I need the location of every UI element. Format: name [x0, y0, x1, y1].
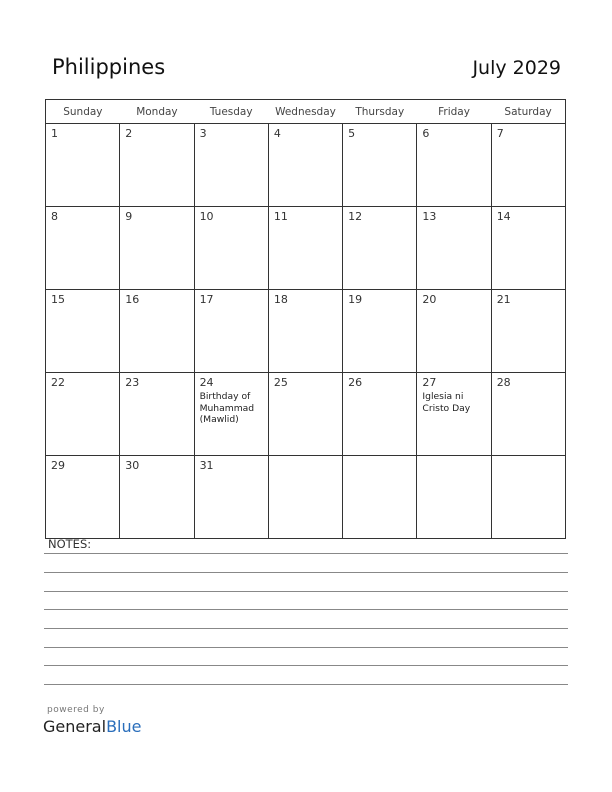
calendar-day-cell[interactable]: [491, 456, 565, 539]
notes-label: NOTES:: [48, 537, 92, 551]
logo-text-general: General: [43, 717, 107, 736]
calendar-week-row: [46, 290, 566, 373]
day-number: 10: [199, 210, 214, 223]
day-number: 25: [273, 376, 288, 389]
calendar-day-cell[interactable]: [194, 207, 268, 290]
calendar-day-cell[interactable]: [268, 290, 342, 373]
generalblue-logo[interactable]: [43, 717, 141, 736]
logo-text-blue: Blue: [106, 717, 142, 736]
calendar-day-cell[interactable]: [268, 207, 342, 290]
weekday-thursday: Thursday: [343, 100, 417, 124]
day-number: 27: [422, 376, 437, 389]
calendar-day-cell[interactable]: [46, 456, 120, 539]
calendar-grid: [45, 99, 566, 539]
day-number: 29: [51, 459, 65, 472]
calendar-day-cell[interactable]: [343, 207, 417, 290]
calendar-week-row: [46, 124, 566, 207]
calendar-day-cell[interactable]: [46, 290, 120, 373]
calendar-day-cell[interactable]: [491, 207, 565, 290]
notes-line: [44, 684, 568, 685]
day-number: 22: [51, 376, 65, 389]
calendar-day-cell[interactable]: [120, 456, 194, 539]
day-number: 16: [125, 293, 140, 306]
calendar-day-cell[interactable]: [343, 373, 417, 456]
calendar-day-cell[interactable]: [417, 124, 491, 207]
day-number: 14: [496, 210, 511, 223]
day-number: 31: [199, 459, 214, 472]
weekday-tuesday: Tuesday: [194, 100, 268, 124]
calendar-day-cell[interactable]: [417, 207, 491, 290]
calendar-day-cell[interactable]: [491, 124, 565, 207]
calendar-day-cell[interactable]: [194, 290, 268, 373]
notes-line: [44, 591, 568, 592]
day-number: 3: [199, 127, 207, 140]
day-number: 7: [496, 127, 504, 140]
calendar-day-cell[interactable]: [417, 456, 491, 539]
calendar-day-cell[interactable]: [120, 290, 194, 373]
holiday-label: Iglesia ni Cristo Day: [422, 391, 471, 414]
calendar-day-cell[interactable]: [194, 373, 268, 456]
day-number: 30: [125, 459, 140, 472]
weekday-friday: Friday: [417, 100, 491, 124]
day-number: 11: [273, 210, 288, 223]
day-number: 4: [273, 127, 281, 140]
day-number: 6: [422, 127, 430, 140]
calendar-day-cell[interactable]: [343, 456, 417, 539]
calendar-day-cell[interactable]: [343, 124, 417, 207]
calendar-day-cell[interactable]: [120, 373, 194, 456]
weekday-saturday: Saturday: [491, 100, 565, 124]
day-number: 15: [51, 293, 65, 306]
day-number: 2: [125, 127, 133, 140]
weekday-header-row: [46, 100, 566, 124]
day-number: 8: [51, 210, 58, 223]
weekday-wednesday: Wednesday: [268, 100, 342, 124]
day-number: 28: [496, 376, 511, 389]
day-number: 24: [199, 376, 214, 389]
day-number: 21: [496, 293, 511, 306]
calendar-week-row: [46, 373, 566, 456]
notes-line: [44, 609, 568, 610]
calendar-day-cell[interactable]: [194, 456, 268, 539]
notes-line: [44, 628, 568, 629]
powered-by-label: powered by: [47, 705, 105, 715]
calendar-day-cell[interactable]: [491, 373, 565, 456]
day-number: 12: [348, 210, 363, 223]
calendar-week-row: [46, 456, 566, 539]
calendar-day-cell[interactable]: [46, 373, 120, 456]
notes-line: [44, 647, 568, 648]
notes-line: [44, 572, 568, 573]
day-number: 18: [273, 293, 288, 306]
calendar-country-title: Philippines: [52, 55, 166, 79]
notes-line: [44, 665, 568, 666]
calendar-week-row: [46, 207, 566, 290]
day-number: 17: [199, 293, 214, 306]
day-number: 1: [51, 127, 58, 140]
calendar-day-cell[interactable]: [268, 456, 342, 539]
day-number: 26: [348, 376, 363, 389]
holiday-label: Birthday of Muhammad (Mawlid): [199, 391, 255, 425]
calendar-day-cell[interactable]: [120, 207, 194, 290]
calendar-day-cell[interactable]: [46, 207, 120, 290]
calendar-day-cell[interactable]: [46, 124, 120, 207]
day-number: 13: [422, 210, 437, 223]
calendar-day-cell[interactable]: [120, 124, 194, 207]
calendar-day-cell[interactable]: [343, 290, 417, 373]
calendar-day-cell[interactable]: [268, 373, 342, 456]
day-number: 19: [348, 293, 363, 306]
calendar-day-cell[interactable]: [268, 124, 342, 207]
calendar-day-cell[interactable]: [491, 290, 565, 373]
weekday-sunday: Sunday: [46, 100, 120, 124]
day-number: 20: [422, 293, 437, 306]
calendar-day-cell[interactable]: [417, 373, 491, 456]
calendar-day-cell[interactable]: [194, 124, 268, 207]
day-number: 23: [125, 376, 140, 389]
day-number: 5: [348, 127, 356, 140]
weekday-monday: Monday: [120, 100, 194, 124]
day-number: 9: [125, 210, 133, 223]
calendar-month-title: July 2029: [472, 57, 561, 79]
calendar-day-cell[interactable]: [417, 290, 491, 373]
notes-line: [44, 553, 568, 554]
